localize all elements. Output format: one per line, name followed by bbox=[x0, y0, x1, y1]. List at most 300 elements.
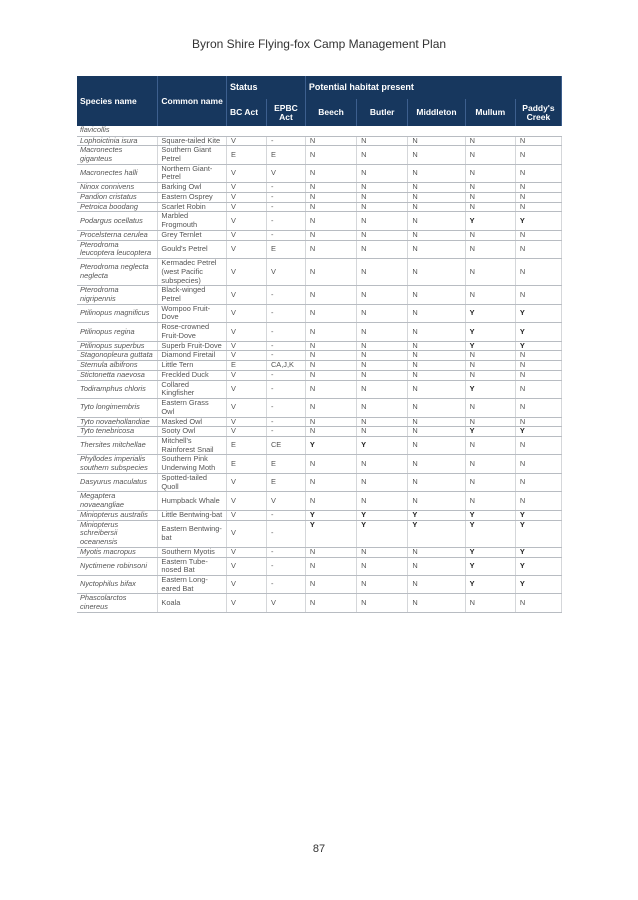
common-name: Gould's Petrel bbox=[158, 240, 227, 258]
middleton-habitat: N bbox=[408, 146, 465, 164]
table-row bbox=[77, 492, 562, 510]
middleton-habitat: N bbox=[408, 240, 465, 258]
common-name: Southern Giant Petrel bbox=[158, 146, 227, 164]
table-row bbox=[77, 557, 562, 575]
paddys-creek-habitat: Y bbox=[515, 323, 561, 341]
species-name: Pterodroma leucoptera leucoptera bbox=[77, 240, 158, 258]
mullum-habitat: Y bbox=[465, 547, 515, 557]
paddys-creek-habitat: Y bbox=[515, 427, 561, 437]
common-name: Marbled Frogmouth bbox=[158, 212, 227, 230]
middleton-habitat: N bbox=[408, 136, 465, 146]
epbc-act-status: - bbox=[266, 520, 305, 547]
beech-habitat: N bbox=[305, 341, 356, 351]
butler-habitat: N bbox=[357, 259, 408, 286]
species-name: Tyto novaehollandiae bbox=[77, 417, 158, 427]
epbc-act-status: - bbox=[266, 212, 305, 230]
common-name: Eastern Long-eared Bat bbox=[158, 576, 227, 594]
mullum-habitat: N bbox=[465, 361, 515, 371]
mullum-habitat: N bbox=[465, 417, 515, 427]
table-row bbox=[77, 259, 562, 286]
table-row bbox=[77, 437, 562, 455]
bc-act-status: V bbox=[227, 341, 267, 351]
table-row bbox=[77, 323, 562, 341]
species-name: Lophoictinia isura bbox=[77, 136, 158, 146]
paddys-creek-habitat: N bbox=[515, 146, 561, 164]
beech-habitat: N bbox=[305, 380, 356, 398]
butler-habitat: N bbox=[357, 492, 408, 510]
species-name: Megaptera novaeangliae bbox=[77, 492, 158, 510]
table-row bbox=[77, 230, 562, 240]
bc-act-status: V bbox=[227, 594, 267, 612]
epbc-act-status: - bbox=[266, 192, 305, 202]
bc-act-status: E bbox=[227, 437, 267, 455]
table-row bbox=[77, 380, 562, 398]
bc-act-status: V bbox=[227, 240, 267, 258]
species-name: Miniopterus australis bbox=[77, 510, 158, 520]
header-beech: Beech bbox=[305, 99, 356, 126]
middleton-habitat: N bbox=[408, 259, 465, 286]
beech-habitat: N bbox=[305, 230, 356, 240]
middleton-habitat: N bbox=[408, 576, 465, 594]
table-row bbox=[77, 146, 562, 164]
species-name: Procelsterna cerulea bbox=[77, 230, 158, 240]
common-name: Barking Owl bbox=[158, 183, 227, 193]
table-row bbox=[77, 510, 562, 520]
paddys-creek-habitat: Y bbox=[515, 510, 561, 520]
bc-act-status: V bbox=[227, 202, 267, 212]
species-name: Nyctimene robinsoni bbox=[77, 557, 158, 575]
header-middleton: Middleton bbox=[408, 99, 465, 126]
common-name: Kermadec Petrel (west Pacific subspecies) bbox=[158, 259, 227, 286]
beech-habitat: N bbox=[305, 417, 356, 427]
common-name: Diamond Firetail bbox=[158, 351, 227, 361]
butler-habitat: N bbox=[357, 399, 408, 417]
mullum-habitat: Y bbox=[465, 304, 515, 322]
common-name: Freckled Duck bbox=[158, 370, 227, 380]
middleton-habitat: N bbox=[408, 547, 465, 557]
epbc-act-status: E bbox=[266, 455, 305, 473]
epbc-act-status: - bbox=[266, 557, 305, 575]
paddys-creek-habitat: Y bbox=[515, 576, 561, 594]
paddys-creek-habitat: N bbox=[515, 351, 561, 361]
epbc-act-status: - bbox=[266, 183, 305, 193]
species-name: Ptilinopus magnificus bbox=[77, 304, 158, 322]
paddys-creek-habitat: N bbox=[515, 417, 561, 427]
middleton-habitat: Y bbox=[408, 510, 465, 520]
bc-act-status: V bbox=[227, 164, 267, 182]
butler-habitat: N bbox=[357, 576, 408, 594]
middleton-habitat: N bbox=[408, 183, 465, 193]
table-row bbox=[77, 192, 562, 202]
mullum-habitat: N bbox=[465, 136, 515, 146]
species-name: Ninox connivens bbox=[77, 183, 158, 193]
butler-habitat: Y bbox=[357, 520, 408, 547]
header-bc-act: BC Act bbox=[227, 99, 267, 126]
paddys-creek-habitat: N bbox=[515, 370, 561, 380]
epbc-act-status: - bbox=[266, 510, 305, 520]
species-name: Stagonopleura guttata bbox=[77, 351, 158, 361]
bc-act-status: V bbox=[227, 557, 267, 575]
table-row bbox=[77, 304, 562, 322]
beech-habitat: N bbox=[305, 492, 356, 510]
page-number: 87 bbox=[312, 843, 326, 855]
header-epbc-act: EPBC Act bbox=[266, 99, 305, 126]
paddys-creek-habitat: N bbox=[515, 183, 561, 193]
mullum-habitat: N bbox=[465, 370, 515, 380]
bc-act-status: V bbox=[227, 259, 267, 286]
epbc-act-status: - bbox=[266, 286, 305, 304]
species-name: Pterodroma nigripennis bbox=[77, 286, 158, 304]
butler-habitat: N bbox=[357, 323, 408, 341]
beech-habitat: N bbox=[305, 183, 356, 193]
butler-habitat: Y bbox=[357, 437, 408, 455]
beech-habitat: N bbox=[305, 240, 356, 258]
butler-habitat: N bbox=[357, 351, 408, 361]
mullum-habitat: N bbox=[465, 437, 515, 455]
butler-habitat: N bbox=[357, 240, 408, 258]
middleton-habitat: N bbox=[408, 380, 465, 398]
epbc-act-status: - bbox=[266, 202, 305, 212]
header-butler: Butler bbox=[357, 99, 408, 126]
epbc-act-status: - bbox=[266, 136, 305, 146]
butler-habitat: N bbox=[357, 183, 408, 193]
paddys-creek-habitat: N bbox=[515, 164, 561, 182]
butler-habitat: N bbox=[357, 212, 408, 230]
butler-habitat: N bbox=[357, 473, 408, 491]
bc-act-status: V bbox=[227, 510, 267, 520]
butler-habitat: Y bbox=[357, 510, 408, 520]
middleton-habitat: N bbox=[408, 212, 465, 230]
butler-habitat: N bbox=[357, 417, 408, 427]
epbc-act-status: E bbox=[266, 146, 305, 164]
table-row bbox=[77, 473, 562, 491]
epbc-act-status: E bbox=[266, 473, 305, 491]
paddys-creek-habitat: N bbox=[515, 230, 561, 240]
mullum-habitat: N bbox=[465, 259, 515, 286]
epbc-act-status: - bbox=[266, 380, 305, 398]
butler-habitat: N bbox=[357, 164, 408, 182]
beech-habitat: Y bbox=[305, 520, 356, 547]
common-name: Spotted-tailed Quoll bbox=[158, 473, 227, 491]
species-name: Ptilinopus regina bbox=[77, 323, 158, 341]
epbc-act-status: - bbox=[266, 427, 305, 437]
common-name: Eastern Bentwing-bat bbox=[158, 520, 227, 547]
table-row bbox=[77, 520, 562, 547]
species-name: Podargus ocellatus bbox=[77, 212, 158, 230]
header-species-name: Species name bbox=[77, 76, 158, 126]
epbc-act-status: - bbox=[266, 417, 305, 427]
beech-habitat: N bbox=[305, 286, 356, 304]
common-name: Masked Owl bbox=[158, 417, 227, 427]
common-name: Grey Ternlet bbox=[158, 230, 227, 240]
epbc-act-status: - bbox=[266, 547, 305, 557]
paddys-creek-habitat: Y bbox=[515, 557, 561, 575]
beech-habitat: N bbox=[305, 212, 356, 230]
middleton-habitat: N bbox=[408, 594, 465, 612]
bc-act-status: V bbox=[227, 351, 267, 361]
common-name: Sooty Owl bbox=[158, 427, 227, 437]
mullum-habitat: N bbox=[465, 230, 515, 240]
middleton-habitat: N bbox=[408, 323, 465, 341]
species-name: Dasyurus maculatus bbox=[77, 473, 158, 491]
mullum-habitat: Y bbox=[465, 427, 515, 437]
epbc-act-status: - bbox=[266, 230, 305, 240]
table-row bbox=[77, 136, 562, 146]
butler-habitat: N bbox=[357, 455, 408, 473]
common-name: Koala bbox=[158, 594, 227, 612]
table-row bbox=[77, 240, 562, 258]
species-name: Miniopterus schreibersii oceanensis bbox=[77, 520, 158, 547]
beech-habitat: N bbox=[305, 164, 356, 182]
bc-act-status: V bbox=[227, 192, 267, 202]
epbc-act-status: - bbox=[266, 370, 305, 380]
paddys-creek-habitat: N bbox=[515, 455, 561, 473]
bc-act-status: V bbox=[227, 417, 267, 427]
table-row bbox=[77, 183, 562, 193]
beech-habitat: N bbox=[305, 557, 356, 575]
common-name: Eastern Osprey bbox=[158, 192, 227, 202]
bc-act-status: V bbox=[227, 399, 267, 417]
bc-act-status: V bbox=[227, 473, 267, 491]
middleton-habitat: N bbox=[408, 370, 465, 380]
mullum-habitat: N bbox=[465, 240, 515, 258]
mullum-habitat: Y bbox=[465, 510, 515, 520]
epbc-act-status: V bbox=[266, 164, 305, 182]
continuation-text: flavicollis bbox=[77, 126, 562, 136]
header-status: Status bbox=[227, 76, 306, 99]
epbc-act-status: - bbox=[266, 304, 305, 322]
middleton-habitat: N bbox=[408, 492, 465, 510]
beech-habitat: N bbox=[305, 547, 356, 557]
mullum-habitat: N bbox=[465, 351, 515, 361]
species-name: Nyctophilus bifax bbox=[77, 576, 158, 594]
butler-habitat: N bbox=[357, 286, 408, 304]
table-row bbox=[77, 351, 562, 361]
beech-habitat: N bbox=[305, 361, 356, 371]
common-name: Southern Pink Underwing Moth bbox=[158, 455, 227, 473]
table-row bbox=[77, 164, 562, 182]
common-name: Square-tailed Kite bbox=[158, 136, 227, 146]
butler-habitat: N bbox=[357, 192, 408, 202]
species-name: Phascolarctos cinereus bbox=[77, 594, 158, 612]
mullum-habitat: Y bbox=[465, 341, 515, 351]
bc-act-status: E bbox=[227, 455, 267, 473]
bc-act-status: V bbox=[227, 212, 267, 230]
table-row bbox=[77, 361, 562, 371]
middleton-habitat: N bbox=[408, 427, 465, 437]
middleton-habitat: N bbox=[408, 473, 465, 491]
common-name: Little Tern bbox=[158, 361, 227, 371]
epbc-act-status: V bbox=[266, 259, 305, 286]
species-name: Sternula albifrons bbox=[77, 361, 158, 371]
species-name: Stictonetta naevosa bbox=[77, 370, 158, 380]
table-row bbox=[77, 212, 562, 230]
paddys-creek-habitat: N bbox=[515, 136, 561, 146]
species-name: Macronectes halli bbox=[77, 164, 158, 182]
table-row bbox=[77, 286, 562, 304]
species-name: Thersites mitchellae bbox=[77, 437, 158, 455]
header-common-name: Common name bbox=[158, 76, 227, 126]
butler-habitat: N bbox=[357, 136, 408, 146]
butler-habitat: N bbox=[357, 304, 408, 322]
middleton-habitat: N bbox=[408, 351, 465, 361]
bc-act-status: V bbox=[227, 520, 267, 547]
mullum-habitat: Y bbox=[465, 520, 515, 547]
butler-habitat: N bbox=[357, 370, 408, 380]
species-name: Petroica boodang bbox=[77, 202, 158, 212]
butler-habitat: N bbox=[357, 202, 408, 212]
paddys-creek-habitat: N bbox=[515, 286, 561, 304]
species-name: Macronectes giganteus bbox=[77, 146, 158, 164]
common-name: Southern Myotis bbox=[158, 547, 227, 557]
beech-habitat: N bbox=[305, 351, 356, 361]
continuation-row bbox=[77, 126, 562, 136]
table-row bbox=[77, 427, 562, 437]
paddys-creek-habitat: N bbox=[515, 492, 561, 510]
common-name: Eastern Tube-nosed Bat bbox=[158, 557, 227, 575]
middleton-habitat: N bbox=[408, 192, 465, 202]
paddys-creek-habitat: Y bbox=[515, 212, 561, 230]
bc-act-status: V bbox=[227, 230, 267, 240]
mullum-habitat: N bbox=[465, 183, 515, 193]
butler-habitat: N bbox=[357, 380, 408, 398]
middleton-habitat: N bbox=[408, 230, 465, 240]
common-name: Superb Fruit-Dove bbox=[158, 341, 227, 351]
bc-act-status: E bbox=[227, 361, 267, 371]
bc-act-status: V bbox=[227, 380, 267, 398]
paddys-creek-habitat: Y bbox=[515, 304, 561, 322]
bc-act-status: V bbox=[227, 183, 267, 193]
paddys-creek-habitat: N bbox=[515, 361, 561, 371]
beech-habitat: N bbox=[305, 427, 356, 437]
paddys-creek-habitat: N bbox=[515, 192, 561, 202]
paddys-creek-habitat: N bbox=[515, 437, 561, 455]
paddys-creek-habitat: Y bbox=[515, 341, 561, 351]
mullum-habitat: N bbox=[465, 473, 515, 491]
bc-act-status: V bbox=[227, 492, 267, 510]
middleton-habitat: N bbox=[408, 399, 465, 417]
epbc-act-status: CA,J,K bbox=[266, 361, 305, 371]
beech-habitat: N bbox=[305, 136, 356, 146]
middleton-habitat: N bbox=[408, 455, 465, 473]
middleton-habitat: N bbox=[408, 341, 465, 351]
common-name: Mitchell's Rainforest Snail bbox=[158, 437, 227, 455]
paddys-creek-habitat: N bbox=[515, 473, 561, 491]
beech-habitat: N bbox=[305, 146, 356, 164]
butler-habitat: N bbox=[357, 230, 408, 240]
bc-act-status: V bbox=[227, 323, 267, 341]
header-habitat: Potential habitat present bbox=[305, 76, 561, 99]
paddys-creek-habitat: N bbox=[515, 202, 561, 212]
beech-habitat: N bbox=[305, 594, 356, 612]
paddys-creek-habitat: N bbox=[515, 240, 561, 258]
common-name: Northern Giant-Petrel bbox=[158, 164, 227, 182]
common-name: Collared Kingfisher bbox=[158, 380, 227, 398]
common-name: Black-winged Petrel bbox=[158, 286, 227, 304]
table-row bbox=[77, 547, 562, 557]
mullum-habitat: N bbox=[465, 594, 515, 612]
species-name: Tyto longimembris bbox=[77, 399, 158, 417]
beech-habitat: N bbox=[305, 304, 356, 322]
beech-habitat: N bbox=[305, 259, 356, 286]
middleton-habitat: N bbox=[408, 557, 465, 575]
paddys-creek-habitat: N bbox=[515, 594, 561, 612]
epbc-act-status: V bbox=[266, 594, 305, 612]
species-name: Todiramphus chloris bbox=[77, 380, 158, 398]
table-row bbox=[77, 455, 562, 473]
epbc-act-status: E bbox=[266, 240, 305, 258]
epbc-act-status: - bbox=[266, 341, 305, 351]
mullum-habitat: N bbox=[465, 164, 515, 182]
bc-act-status: E bbox=[227, 146, 267, 164]
bc-act-status: V bbox=[227, 427, 267, 437]
beech-habitat: N bbox=[305, 473, 356, 491]
header-paddys-creek: Paddy's Creek bbox=[515, 99, 561, 126]
epbc-act-status: - bbox=[266, 323, 305, 341]
bc-act-status: V bbox=[227, 286, 267, 304]
page-header: Byron Shire Flying-fox Camp Management Plan bbox=[191, 37, 447, 51]
mullum-habitat: N bbox=[465, 192, 515, 202]
species-name: Phyllodes imperialis southern subspecies bbox=[77, 455, 158, 473]
bc-act-status: V bbox=[227, 547, 267, 557]
table-row bbox=[77, 202, 562, 212]
middleton-habitat: Y bbox=[408, 520, 465, 547]
mullum-habitat: Y bbox=[465, 323, 515, 341]
middleton-habitat: N bbox=[408, 361, 465, 371]
butler-habitat: N bbox=[357, 341, 408, 351]
common-name: Humpback Whale bbox=[158, 492, 227, 510]
middleton-habitat: N bbox=[408, 437, 465, 455]
butler-habitat: N bbox=[357, 146, 408, 164]
beech-habitat: N bbox=[305, 370, 356, 380]
butler-habitat: N bbox=[357, 547, 408, 557]
middleton-habitat: N bbox=[408, 164, 465, 182]
beech-habitat: N bbox=[305, 202, 356, 212]
beech-habitat: N bbox=[305, 455, 356, 473]
mullum-habitat: Y bbox=[465, 576, 515, 594]
table-row bbox=[77, 370, 562, 380]
species-name: Pandion cristatus bbox=[77, 192, 158, 202]
common-name: Eastern Grass Owl bbox=[158, 399, 227, 417]
beech-habitat: N bbox=[305, 192, 356, 202]
common-name: Scarlet Robin bbox=[158, 202, 227, 212]
bc-act-status: V bbox=[227, 576, 267, 594]
mullum-habitat: N bbox=[465, 202, 515, 212]
butler-habitat: N bbox=[357, 557, 408, 575]
beech-habitat: N bbox=[305, 576, 356, 594]
table-row bbox=[77, 417, 562, 427]
mullum-habitat: Y bbox=[465, 212, 515, 230]
bc-act-status: V bbox=[227, 136, 267, 146]
paddys-creek-habitat: Y bbox=[515, 547, 561, 557]
common-name: Little Bentwing-bat bbox=[158, 510, 227, 520]
species-name: Ptilinopus superbus bbox=[77, 341, 158, 351]
butler-habitat: N bbox=[357, 427, 408, 437]
beech-habitat: Y bbox=[305, 437, 356, 455]
paddys-creek-habitat: N bbox=[515, 380, 561, 398]
middleton-habitat: N bbox=[408, 304, 465, 322]
middleton-habitat: N bbox=[408, 202, 465, 212]
common-name: Rose-crowned Fruit-Dove bbox=[158, 323, 227, 341]
mullum-habitat: Y bbox=[465, 557, 515, 575]
epbc-act-status: - bbox=[266, 351, 305, 361]
species-name: Myotis macropus bbox=[77, 547, 158, 557]
mullum-habitat: Y bbox=[465, 380, 515, 398]
table-row bbox=[77, 576, 562, 594]
epbc-act-status: - bbox=[266, 576, 305, 594]
header-mullum: Mullum bbox=[465, 99, 515, 126]
bc-act-status: V bbox=[227, 304, 267, 322]
